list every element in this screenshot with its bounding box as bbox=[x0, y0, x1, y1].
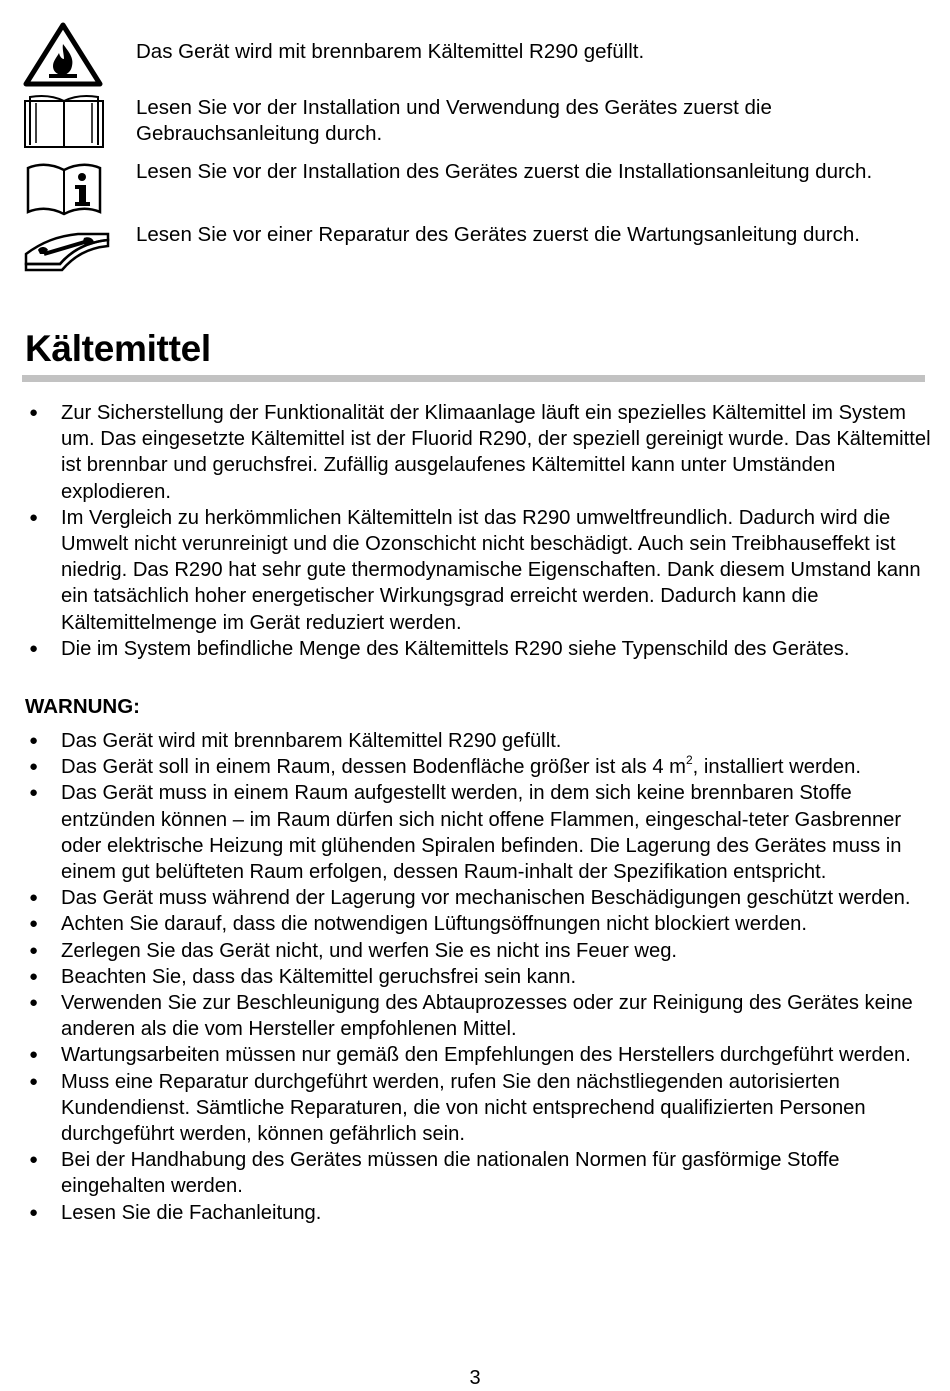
list-item: ● Die im System befindliche Menge des Kältemittels R290 siehe Typenschild des Gerätes. bbox=[0, 636, 950, 662]
bullet: ● bbox=[29, 889, 39, 907]
service-manual-icon bbox=[22, 224, 106, 272]
warning-list bbox=[0, 728, 950, 1226]
bullet: ● bbox=[29, 639, 39, 657]
bullet: ● bbox=[29, 732, 39, 749]
section-title: Kältemittel bbox=[25, 328, 211, 369]
superscript: 2 bbox=[685, 753, 693, 768]
list-item: ● Das Gerät wird mit brennbarem Kältemittel R290 gefüllt. bbox=[0, 728, 950, 754]
bullet: ● bbox=[29, 994, 39, 1012]
bullet: ● bbox=[29, 1151, 39, 1169]
section-divider bbox=[22, 375, 925, 382]
list-item: ● Das Gerät soll in einem Raum, dessen Bodenfläche größer ist als 4 $m^2$, installiert werden. bbox=[0, 754, 950, 780]
bullet: ● bbox=[29, 784, 39, 802]
list-item: ● Muss eine Reparatur durchgeführt werden, rufen Sie den nächstliegenden autorisierten Kundendienst. Sämtliche Reparaturen, die von nicht entsprechend qualifizierten Personen durchgeführt werden, können gefährlich sein. bbox=[29, 1070, 866, 1146]
bullet: ● bbox=[29, 1072, 39, 1090]
installation-manual-icon bbox=[22, 158, 106, 216]
warning-label: WARNUNG: bbox=[25, 695, 141, 718]
list-item: ● Zerlegen Sie das Gerät nicht, und werfen Sie es nicht ins Feuer weg. bbox=[0, 938, 950, 964]
list-item: ● Achten Sie darauf, dass die notwendigen Lüftungsöffnungen nicht blockiert werden. bbox=[0, 911, 950, 937]
list-item: ● Verwenden Sie zur Beschleunigung des Abtauprozesses oder zur Reinigung des Gerätes keine anderen als die vom Hersteller empfohlenen Mittel. bbox=[29, 992, 913, 1041]
page-number: 3 bbox=[469, 1367, 481, 1389]
list-item: ● Lesen Sie die Fachanleitung. bbox=[0, 1200, 950, 1226]
list-item: ● Bei der Handhabung des Gerätes müssen die nationalen Normen für gasförmige Stoffe eingehalten werden. bbox=[29, 1149, 840, 1198]
refrigerant-list bbox=[0, 400, 950, 662]
list-item: ● Zur Sicherstellung der Funktionalität der Klimaanlage läuft ein spezielles Kältemittel im System um. Das eingesetzte Kältemittel ist der Fluorid R290, der speziell gereinigt wurde. Das Kältemittel ist brennbar und geruchsfrei. Zufällig ausgelaufenes Kältemittel kann unter Umständen explodieren. bbox=[29, 402, 931, 503]
notice-text: Lesen Sie vor der Installation und Verwendung des Gerätes zuerst die Gebrauchsanleitung durch. bbox=[136, 96, 772, 145]
manual-book-icon bbox=[22, 93, 106, 151]
bullet: ● bbox=[29, 1046, 39, 1064]
bullet: ● bbox=[29, 967, 39, 985]
notice-text: Lesen Sie vor einer Reparatur des Gerätes zuerst die Wartungsanleitung durch. bbox=[136, 223, 860, 246]
list-item: ● Beachten Sie, dass das Kältemittel geruchsfrei sein kann. bbox=[0, 964, 950, 990]
bullet: ● bbox=[29, 915, 39, 933]
list-item: ● Im Vergleich zu herkömmlichen Kältemitteln ist das R290 umweltfreundlich. Dadurch wird die Umwelt nicht verunreinigt und die Ozonschicht nicht beschädigt. Auch sein Treibhauseffekt ist niedrig. Das R290 hat sehr gute thermodynamische Eigenschaften. Dank diesem Umstand kann ein tatsächlich hoher energetischer Wirkungsgrad erreicht werden. Dadurch kann die Kältemittelmenge im Gerät reduziert werden. bbox=[29, 506, 921, 634]
notice-text: Lesen Sie vor der Installation des Gerätes zuerst die Installationsanleitung durch. bbox=[136, 160, 873, 183]
flammable-warning-icon bbox=[22, 22, 106, 88]
bullet: ● bbox=[29, 1203, 39, 1221]
list-item: ● Das Gerät muss in einem Raum aufgestellt werden, in dem sich keine brennbaren Stoffe entzünden können – im Raum dürfen sich nicht offene Flammen, eingeschal-teter Gasbrenner oder elektrische Heizung mit glühenden Spiralen befinden. Die Lagerung des Gerätes muss in einem gut belüfteten Raum erfolgen, dessen Raum-inhalt der Spezifikation entspricht. bbox=[29, 782, 902, 884]
bullet: ● bbox=[29, 404, 39, 421]
list-item: ● Das Gerät muss während der Lagerung vor mechanischen Beschädigungen geschützt werden. bbox=[0, 885, 950, 911]
list-item: ● Wartungsarbeiten müssen nur gemäß den Empfehlungen des Herstellers durchgeführt werden. bbox=[0, 1042, 950, 1068]
bullet: ● bbox=[29, 758, 39, 776]
notice-text: Das Gerät wird mit brennbarem Kältemittel R290 gefüllt. bbox=[136, 40, 645, 63]
bullet: ● bbox=[29, 941, 39, 959]
bullet: ● bbox=[29, 508, 39, 526]
